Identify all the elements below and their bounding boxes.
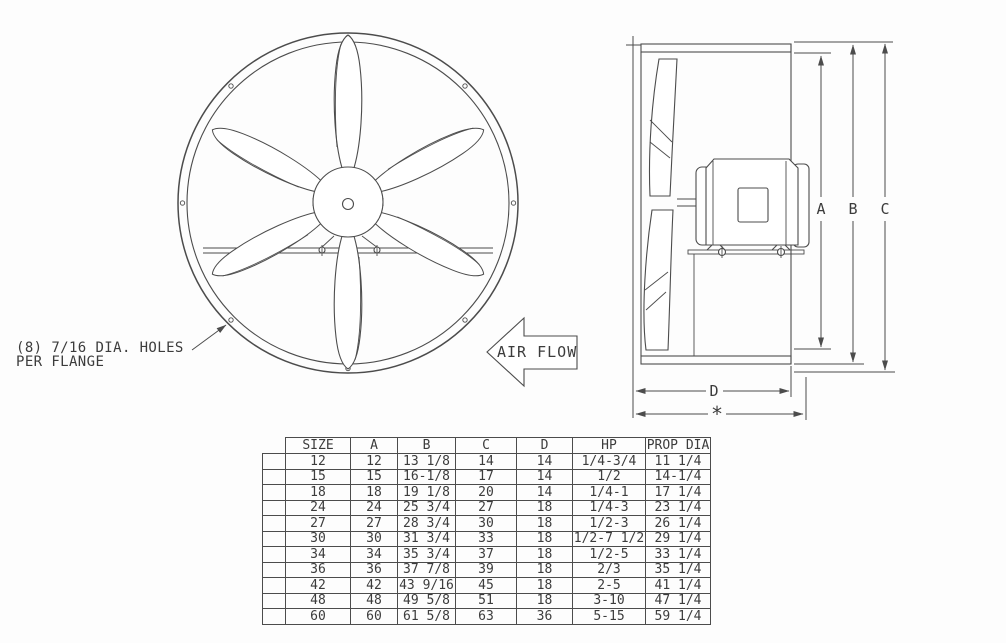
table-cell: 1/4-3/4 (573, 454, 646, 470)
row-stub-cell (263, 531, 286, 547)
table-cell: 45 (456, 578, 517, 594)
table-cell: 59 1/4 (646, 609, 711, 625)
dim-label-b: B (848, 200, 858, 218)
table-cell: 15 (286, 469, 351, 485)
column-header: PROP DIA (646, 438, 710, 453)
column-header: B (398, 438, 456, 454)
table-cell: 36 (286, 562, 351, 578)
table-cell: 27 (456, 500, 517, 516)
table-row (263, 593, 711, 609)
column-header: HP (573, 438, 646, 454)
table-cell: 34 (286, 547, 351, 563)
dimension-star (636, 402, 803, 426)
table-cell: 61 5/8 (398, 609, 456, 625)
table-cell: 36 (517, 609, 573, 625)
table-row (263, 531, 711, 547)
table-cell: 37 (456, 547, 517, 563)
table-row (263, 485, 711, 501)
dimension-table-area (262, 437, 711, 625)
note-leader-line (192, 325, 226, 350)
table-cell: 19 1/8 (398, 485, 456, 501)
table-cell: 17 (456, 469, 517, 485)
table-cell: 1/4-3 (573, 500, 646, 516)
table-cell: 27 (351, 516, 398, 532)
table-cell: 39 (456, 562, 517, 578)
dimension-a (816, 56, 825, 347)
fan-side-view (626, 36, 895, 426)
table-cell: 30 (286, 531, 351, 547)
dim-label-a: A (816, 200, 826, 218)
table-cell: 28 3/4 (398, 516, 456, 532)
table-cell: 42 (351, 578, 398, 594)
table-row (263, 469, 711, 485)
table-cell: 5-15 (573, 609, 646, 625)
row-stub-cell (263, 516, 286, 532)
table-cell: 11 1/4 (646, 454, 711, 470)
propeller-hub (313, 167, 383, 237)
table-cell: 18 (517, 578, 573, 594)
table-cell: 18 (286, 485, 351, 501)
dim-label-d: D (709, 382, 719, 400)
table-cell: 33 1/4 (646, 547, 711, 563)
table-cell: 34 (351, 547, 398, 563)
table-cell: 12 (351, 454, 398, 470)
table-cell: 29 1/4 (646, 531, 711, 547)
table-cell: 18 (351, 485, 398, 501)
table-cell: 42 (286, 578, 351, 594)
table-header-row (263, 438, 711, 454)
table-row (263, 578, 711, 594)
table-cell: 18 (517, 516, 573, 532)
top-flange (641, 44, 791, 52)
table-cell: 14-1/4 (646, 469, 711, 485)
table-cell: 35 3/4 (398, 547, 456, 563)
table-cell: 1/4-1 (573, 485, 646, 501)
table-cell: 41 1/4 (646, 578, 711, 594)
table-row (263, 609, 711, 625)
table-cell: 1/2-7 1/2 (573, 531, 645, 547)
row-stub-cell (263, 609, 286, 625)
row-stub-cell (263, 469, 286, 485)
row-stub-cell (263, 578, 286, 594)
table-cell: 18 (517, 547, 573, 563)
table-cell: 35 1/4 (646, 562, 711, 578)
table-cell: 36 (351, 562, 398, 578)
table-cell: 14 (456, 454, 517, 470)
table-row (263, 547, 711, 563)
row-stub-cell (263, 593, 286, 609)
table-cell: 14 (517, 454, 573, 470)
table-cell: 20 (456, 485, 517, 501)
blade-profile (644, 59, 698, 350)
table-cell: 23 1/4 (646, 500, 711, 516)
table-cell: 37 7/8 (398, 562, 456, 578)
dimension-d (636, 382, 789, 400)
fan-front-view (16, 33, 518, 373)
table-cell: 12 (286, 454, 351, 470)
motor-body (706, 159, 798, 245)
dim-label-c: C (880, 200, 890, 218)
table-cell: 25 3/4 (398, 500, 456, 516)
row-stub-cell (263, 547, 286, 563)
table-cell: 49 5/8 (398, 593, 456, 609)
dimension-c (880, 44, 889, 370)
table-row (263, 562, 711, 578)
table-cell: 26 1/4 (646, 516, 711, 532)
row-stub-cell (263, 500, 286, 516)
dim-label-star: * (710, 402, 724, 426)
motor-mount-rail (688, 250, 804, 254)
table-cell: 1/2-5 (573, 547, 646, 563)
table-cell: 3-10 (573, 593, 646, 609)
table-cell: 14 (517, 485, 573, 501)
row-stub-cell (263, 562, 286, 578)
table-cell: 51 (456, 593, 517, 609)
table-cell: 27 (286, 516, 351, 532)
holes-note-line1: (8) 7/16 DIA. HOLES (16, 340, 184, 356)
table-cell: 2-5 (573, 578, 646, 594)
table-cell: 1/2 (573, 469, 646, 485)
table-cell: 17 1/4 (646, 485, 711, 501)
table-cell: 24 (286, 500, 351, 516)
table-cell: 14 (517, 469, 573, 485)
table-row (263, 516, 711, 532)
table-cell: 2/3 (573, 562, 646, 578)
table-cell: 13 1/8 (398, 454, 456, 470)
table-cell: 24 (351, 500, 398, 516)
table-cell: 60 (351, 609, 398, 625)
air-flow-label: AIR FLOW (497, 343, 578, 361)
row-stub-cell (263, 454, 286, 470)
table-cell: 18 (517, 531, 573, 547)
table-cell: 30 (456, 516, 517, 532)
column-header: D (517, 438, 573, 454)
holes-note-line2: PER FLANGE (16, 354, 105, 370)
table-row (263, 454, 711, 470)
table-cell: 18 (517, 562, 573, 578)
table-cell: 48 (286, 593, 351, 609)
table-cell: 18 (517, 593, 573, 609)
air-flow-arrow (487, 318, 577, 386)
header-stub-cell (263, 438, 286, 454)
table-cell: 43 9/16 (399, 577, 454, 593)
table-cell: 15 (351, 469, 398, 485)
dimension-table (262, 437, 711, 625)
column-header: A (351, 438, 398, 454)
table-cell: 60 (286, 609, 351, 625)
table-body (263, 454, 711, 625)
table-cell: 63 (456, 609, 517, 625)
bottom-flange (641, 356, 791, 364)
table-cell: 33 (456, 531, 517, 547)
table-row (263, 500, 711, 516)
table-cell: 30 (351, 531, 398, 547)
table-cell: 47 1/4 (646, 593, 711, 609)
dimension-b (848, 45, 857, 362)
column-header: C (456, 438, 517, 454)
table-cell: 1/2-3 (573, 516, 646, 532)
column-header: SIZE (286, 438, 351, 454)
table-cell: 48 (351, 593, 398, 609)
table-cell: 16-1/8 (398, 469, 456, 485)
table-cell: 31 3/4 (398, 531, 456, 547)
table-cell: 18 (517, 500, 573, 516)
row-stub-cell (263, 485, 286, 501)
